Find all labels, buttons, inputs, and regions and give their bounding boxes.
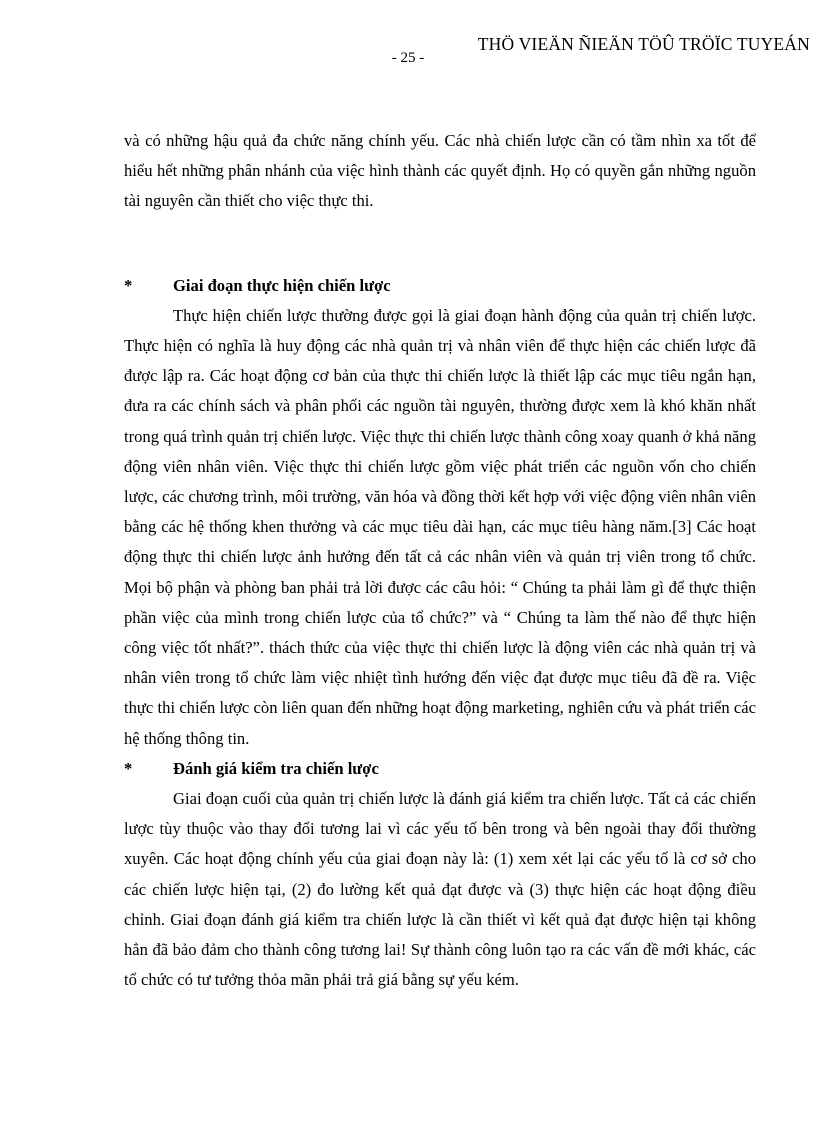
bullet-marker: * [124,275,133,295]
page-number: - 25 - [391,50,425,66]
document-body [124,126,756,995]
section-title: Giai đoạn thực hiện chiến lược [173,275,391,295]
intro-paragraph: và có những hậu quả đa chức năng chính yếu. Các nhà chiến lược cần có tầm nhìn xa tốt để hiểu hết những phân nhánh của việc hình thành các quyết định. Họ có quyền gắn những nguồn tài nguyên cần thiết cho việc thực thi. [124,131,756,211]
bullet-marker: * [124,758,133,778]
section-heading-implementation [124,271,756,301]
section-title: Đánh giá kiểm tra chiến lược [173,758,379,778]
section-paragraph-implementation: Thực hiện chiến lược thường được gọi là giai đoạn hành động của quản trị chiến lược. Thực hiện có nghĩa là huy động các nhà quản trị và nhân viên để thực hiện các chiến lược đã được lập ra. Các hoạt động cơ bản của thực thi chiến lược là thiết lập các mục tiêu ngắn hạn, đưa ra các chính sách và phân phối các nguồn tài nguyên, thường được xem là khó khăn nhất trong quá trình quản trị chiến lược. Việc thực thi chiến lược thành công xoay quanh ở khả năng động viên nhân viên. Việc thực thi chiến lược gồm việc phát triển các nguồn vốn cho chiến lược, các chương trình, môi trường, văn hóa và đồng thời kết hợp với việc động viên nhân viên bằng các hệ thống khen thưởng và các mục tiêu dài hạn, các mục tiêu hàng năm.[3] Các hoạt động thực thi chiến lược ảnh hưởng đến tất cả các nhân viên và quản trị viên trong tổ chức. Mọi bộ phận và phòng ban phải trả lời được các câu hỏi: “ Chúng ta phải làm gì để thực thiện phần việc của mình trong chiến lược của tổ chức?” và “ Chúng ta làm thế nào để thực hiện công việc tốt nhất?”. thách thức của việc thực thi chiến lược là động viên các nhà quản trị và nhân viên trong tổ chức làm việc nhiệt tình hướng đến việc đạt được mục tiêu đã đề ra. Việc thực thi chiến lược còn liên quan đến những hoạt động marketing, nghiên cứu và phát triển các hệ thống thông tin. [124,305,756,748]
header-watermark: THÖ VIEÄN ÑIEÄN TÖÛ TRÖÏC TUYEÁN [477,34,810,54]
section-paragraph-evaluation: Giai đoạn cuối của quản trị chiến lược là đánh giá kiểm tra chiến lược. Tất cả các chiến lược tùy thuộc vào thay đổi tương lai vì các yếu tố bên trong và bên ngoài thay đổi thường xuyên. Các hoạt động chính yếu của giai đoạn này là: (1) xem xét lại các yếu tố là cơ sở cho các chiến lược hiện tại, (2) đo lường kết quả đạt được và (3) thực hiện các hoạt động điều chỉnh. Giai đoạn đánh giá kiểm tra chiến lược là cần thiết vì kết quả đạt được hiện tại không hẳn đã bảo đảm cho thành công tương lai! Sự thành công luôn tạo ra các vấn đề mới khác, các tổ chức có tư tưởng thỏa mãn phải trả giá bằng sự yếu kém. [124,789,756,990]
section-spacer [124,217,756,271]
section-heading-evaluation [124,754,756,784]
